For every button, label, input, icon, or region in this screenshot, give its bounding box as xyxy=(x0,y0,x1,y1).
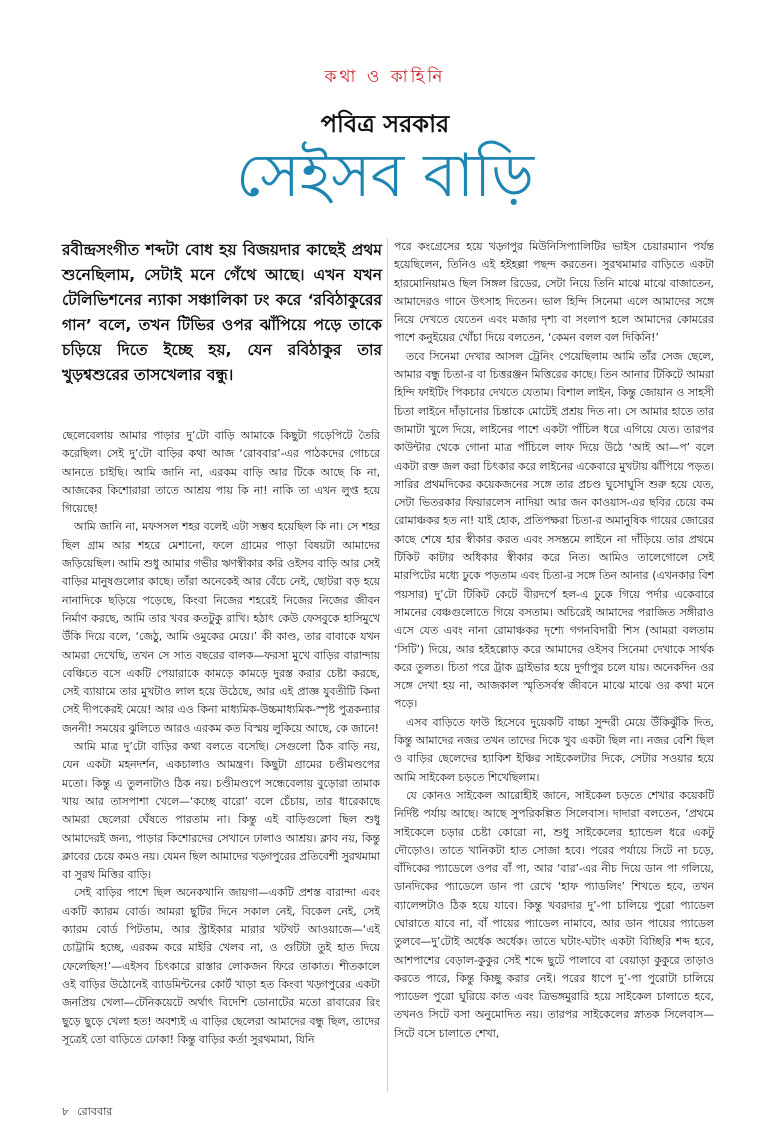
right-column xyxy=(394,238,714,1092)
intro-pull-quote: রবীন্দ্রসংগীত শব্দটা বোধ হয় বিজয়দার কাছেই প্রথম শুনেছিলাম, সেটাই মনে গেঁথে আছে। এখন যখন টেলিভিশনের ন্যাকা সঞ্চালিকা ঢং করে ‘রবিঠাকুরের গান’ বলে, তখন টিভির ওপর ঝাঁপিয়ে পড়ে তাকে চড়িয়ে দিতে ইচ্ছে হয়, যেন রবিঠাকুর তার খুড়শ্বশুরের তাসখেলার বন্ধু। xyxy=(62,241,382,384)
page-number: ৮ xyxy=(62,1105,70,1118)
paragraph: আমি জানি না, মফসসল শহর বলেই এটা সম্ভব হয়েছিল কি না। সে শহর ছিল গ্রাম আর শহরে মেশানো, ফলে গ্রামের পাড়া বিষয়টা আমাদের জড়িয়েছিল। আমি শুধু আমার গভীর ঋণস্বীকার করি ওইসব বাড়ি আর সেই বাড়ির মানুষগুলোর কাছে। তাঁরা অনেকেই আর বেঁচে নেই, ছোটরা বড় হয়ে নানাদিকে ছড়িয়ে পড়েছে, কিংবা নিজের শহরেই নিজের নিজের জীবন নির্মাণ করছে, আমি তার খবর কতটুকু রাখি। হঠাৎ কেউ ফেসবুকে হাসিমুখে উঁকি দিয়ে বলে, ‘জেঠু, আমি ওমুকের মেয়ে।’ কী কাণ্ড, তার বাবাকে যখন আমরা দেখেছি, তখন সে সাত বছরের বালক—ফরসা মুখে বাড়ির বারান্দায় বেঞ্চিতে বসে একটি পেয়ারাকে কামড়ে কামড়ে দুরস্ত করার চেষ্টা করছে, সেই ব্যায়ামে তার মুখটাও লাল হয়ে উঠেছে, আর এই প্রাজ্ঞ যুবতীটি কিনা সেই দীপকেরই মেয়ে! আর এও কিনা মাধ্যমিক-উচ্চমাধ্যমিক-স্পৃষ্ট পুত্রকন্যার জননী! সময়ের ঝুলিতে আরও এরকম কত বিস্ময় লুকিয়ে আছে, কে জানে! xyxy=(62,520,380,735)
paragraph: যে কোনও সাইকেল আরোহীই জানে, সাইকেল চড়তে শেখার কয়েকটি নির্দিষ্ট পর্যায় আছে। আছে সুপরিকল্পিত সিলেবাস। দাদারা বলতেন, ‘প্রথমে সাইকেলে চড়ার চেষ্টা কোরো না, শুধু সাইকেলের হ্যান্ডেল ধরে একটু দৌড়োও। তাতে খানিকটা হাত সোজা হবে। পরের পর্যায়ে সিটে না চড়ে, বাঁদিকের প্যাডেলে ওপর বাঁ পা, আর ‘বার’-এর নীচ দিয়ে ডান পা গলিয়ে, ডানদিকের প্যাডেলে ডান পা রেখে ‘হাফ প্যাডলিং’ শিখতে হবে, তখন ব্যালেন্সটাও ঠিক হয়ে যাবে। কিন্তু খবরদার দু’-পা চালিয়ে পুরো প্যাডেল ঘোরাতে যাবে না, বাঁ পায়ের প্যাডেল নামাবে, আর ডান পায়ের প্যাডেল তুলবে—দু’টোই অর্ধেক অর্ধেক। তাতে ঘটাং-ঘটাং একটা বিচ্ছিরি শব্দ হবে, আশপাশের বেড়াল-কুকুর সেই শব্দে ছুটে পালাবে বা বেয়াড়া কুকুরে তাড়াও করতে পারে, কিন্তু কিচ্ছু করার নেই। পরের ধাপে দু’-পা পুরোটা চালিয়ে প্যাডেল পুরো ঘুরিয়ে কাত এবং ত্রিভঙ্গমুরারি হয়ে সাইকেল চালাতে হবে, তখনও সিটে বসা অনুমোদিত নয়। তারপর সাইকেলের স্নাতক সিলেবাস—সিটে বসে চালাতে শেখা, xyxy=(394,788,714,1040)
article-title: সেইসব বাড়ি xyxy=(235,141,535,211)
paragraph: সেই বাড়ির পাশে ছিল অনেকখানি জায়গা—একটি প্রশস্ত বারান্দা এবং একটি ক্যারম বোর্ড। আমরা ছুটির দিনে সকাল নেই, বিকেল নেই, সেই ক্যারম বোর্ড পিটতাম, আর স্ট্রাইকার মারার খটখট আওয়াজে—‘এই চোট্টামি হচ্ছে, এরকম করে মাইরি খেলব না, ও গুটিটা তুই হাত দিয়ে ফেলেছিস!’—এইসব চিৎকারে রাস্তার লোকজন ফিরে তাকাত। শীতকালে ওই বাড়ির উঠোনেই ব্যাডমিন্টনের কোর্ট খাড়া হত কিংবা খড়্গপুরের একটা জনপ্রিয় খেলা—টেনিকয়েটে অর্থাৎ বিদেশি ডোনাটের মতো রাবারের রিং ছুড়ে ছুড়ে খেলা হত! অবশ্যই এ বাড়ির ছেলেরা আমাদের বন্ধু ছিল, তাদের সূত্রেই তো বাড়িতে ঢোকা! কিন্তু বাড়ির কর্তা সুরথমামা, যিনি xyxy=(62,886,380,1046)
paragraph: এসব বাড়িতে ফাউ হিসেবে দুয়েকটি বাচ্চা সুন্দরী মেয়ে উঁকিঝুঁকি দিত, কিন্তু আমাদের নজর তখন তাদের দিকে খুব একটা ছিল না। নজর বেশি ছিল ও বাড়ির ছেলেদের হ্যাকিশ ইঞ্চির সাইকেলটার দিকে, সেটার সওয়ার হয়ে আমি সাইকেল চড়তে শিখেছিলাম। xyxy=(394,715,714,784)
paragraph: তবে সিনেমা দেখার আসল ট্রেনিং পেয়েছিলাম আমি তাঁর সেজ ছেলে, আমার বন্ধু চিতা-র বা চিত্তরঞ্জন মিত্তিরের কাছে। তিন আনার টিকিটে আমরা হিন্দি ফাইটিং পিকচার দেখতে যেতাম। বিশাল লাইন, কিন্তু জোয়ান ও সাহসী চিতা লাইনে দাঁড়ানোর চিন্তাকে মোটেই প্রশ্রয় দিত না। সে আমার হাতে তার জামাটা খুলে দিয়ে, লাইনের পাশে একটা পাঁচিল ধরে এগিয়ে যেত। তারপর কাউন্টার থেকে গোনা মাত্র পাঁচিলে লাফ দিয়ে উঠে ‘আই আ—প’ বলে একটা রক্ত জল করা চিৎকার করে লাইনের একেবারে মুখটায় ঝাঁপিয়ে পড়ত। সারির প্রথমদিকের কয়েকজনের সঙ্গে তার প্রচণ্ড ঘুসোঘুসি শুরু হয়ে যেত, সেটা ভিতরকার ফিয়ারলেস নাদিয়া আর জন কাওয়াস-এর ছবির চেয়ে কম রোমাঞ্চকর হত না! যাই হোক, প্রতিপক্ষরা চিতা-র অমানুষিক গায়ের জোরের কাছে শেষে হার স্বীকার করত এবং সসম্ভ্রমে লাইনে না দাঁড়িয়ে তার প্রথমে টিকিট কাটার অধিকার স্বীকার করে নিত। আমিও তালেগোলে সেই মারপিটের মধ্যে ঢুকে পড়তাম এবং চিতা-র সঙ্গে তিন আনার (এখনকার বিশ পয়সার) দু’টো টিকিট কেটে বীরদর্পে হল-এ ঢুকে গিয়ে পর্দার একেবারে সামনের বেঞ্চগুলোতে গিয়ে বসতাম। অচিরেই আমাদের পরাজিত সঙ্গীরাও এসে যেত এবং নানা রোমাঞ্চকর দৃশ্যে গগনবিদারী শিস (আমরা বলতাম ‘সিটি’) দিয়ে, আর হইহল্লোড় করে আমাদের ওইসব সিনেমা দেখাকে সার্থক করে তুলত। চিতা পরে ট্রাক ড্রাইভার হয়ে দুর্গাপুর চলে যায়। অনেকদিন ওর সঙ্গে দেখা হয় না, আজকাল স্মৃতিসর্বস্ব জীবনে মাঝে মাঝে ওর কথা মনে পড়ে। xyxy=(394,349,714,711)
magazine-name: রোববার xyxy=(77,1105,113,1118)
author-name: পবিত্র সরকার xyxy=(320,110,450,138)
paragraph: ছেলেবেলায় আমার পাড়ার দু’টো বাড়ি আমাকে কিছুটা গড়েপিটে তৈরি করেছিল। সেই দু’টো বাড়ির কথা আজ ‘রোববার’-এর পাঠকদের গোচরে আনতে চাইছি। আমি জানি না, এরকম বাড়ি আর টিকে আছে কি না, আজকের কিশোরারা তাতে আশ্রয় পায় কি না! নাকি তা এখন লুপ্ত হয়ে গিয়েছে! xyxy=(62,429,380,516)
section-label: কথা ও কাহিনি xyxy=(324,67,446,87)
paragraph: আমি মাত্র দু’টো বাড়ির কথা বলতে বসেছি। সেগুলো ঠিক বাড়ি নয়, যেন একটা মহনদর্শন, একচালাও আমন্ত্রণ। কিছুটা গ্রামের চণ্ডীমণ্ডপের মতো। কিন্তু এ তুলনাটাও ঠিক নয়। চণ্ডীমণ্ডপে সন্ধেবেলায় বুড়োরা তামাক খায় আর তাসপাশা খেলে—‘কচ্ছে বারো’ বলে চেঁচায়, তার ধারেকাছে আমরা ছেলেরা ঘেঁষতে পারতাম না। কিন্তু এই বাড়িগুলো ছিল শুধু আমাদেরই জন্য, পাড়ার কিশোরদের সেখানে ঢালাও আশ্রয়। ক্লাব নয়, কিন্তু ক্লাবের চেয়ে কমও নয়। যেমন ছিল আমাদের খড়্গপুরের প্রতিবেশী সুরথমামা বা সুরথ মিত্তির বাড়ি। xyxy=(62,740,380,882)
column-divider xyxy=(387,238,388,1092)
left-column xyxy=(62,427,380,1092)
paragraph: পরে কংগ্রেসের হয়ে খড়্গপুর মিউনিসিপ্যালিটির ভাইস চেয়ারম্যান পর্যন্ত হয়েছিলেন, তিনিও এই হইহল্লা পছন্দ করতেন। সুরথমামার বাড়িতে একটা হারমোনিয়ামও ছিল সিঙ্গল রিডের, সেটা নিয়ে তিনি মাঝে মাঝে বাজাতেন, আমাদেরও গানে উৎসাহ দিতেন। ভাল হিন্দি সিনেমা এলে আমাদের সঙ্গে নিয়ে দেখতে যেতেন এবং মজার দৃশ্য বা সংলাপ হলে আমাদের কোমরের পাশে কনুইয়ের খোঁচা দিয়ে বলতেন, ‘কেমন বলল বল দিকিনি!’ xyxy=(394,240,714,345)
page-footer xyxy=(62,1103,112,1122)
